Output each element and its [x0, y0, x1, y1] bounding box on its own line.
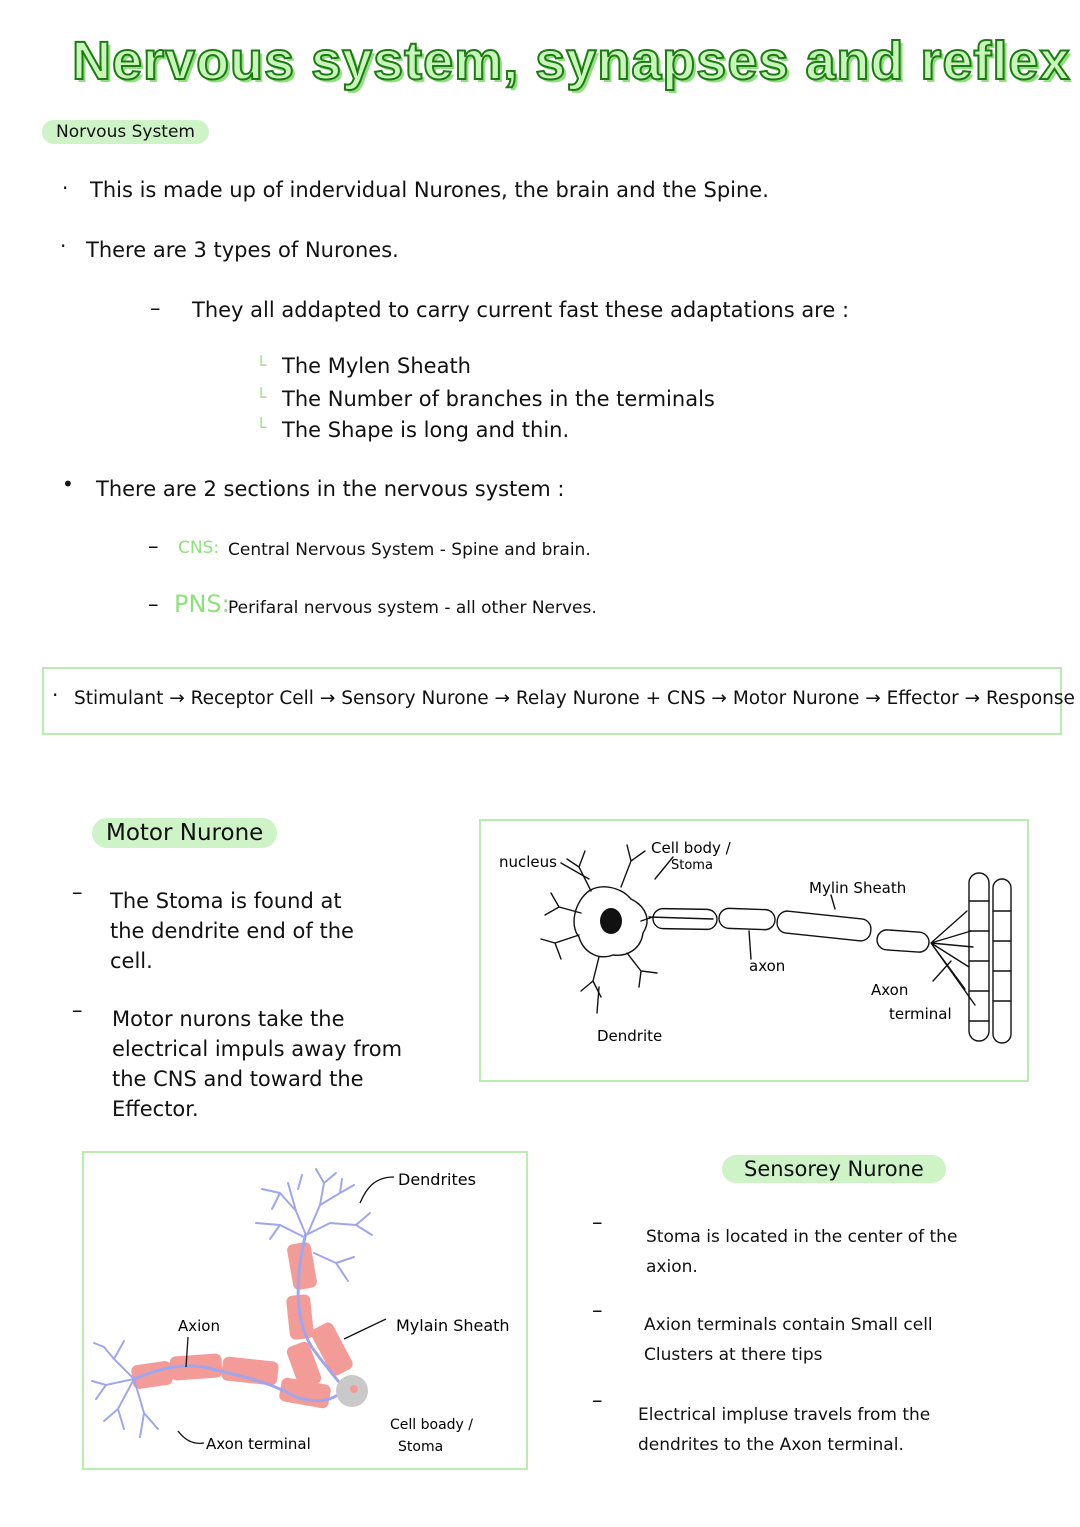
- label-axon-terminal: terminal: [889, 1005, 952, 1023]
- paragraph-sections: There are 2 sections in the nervous system :: [96, 477, 565, 501]
- muscle-fibre: [969, 873, 989, 1041]
- dendrite-branch: [621, 845, 645, 887]
- label-axion: Axion: [178, 1317, 220, 1335]
- myelin-segment: [131, 1360, 174, 1389]
- dendrite-branch: [627, 953, 657, 987]
- dash: –: [148, 534, 159, 558]
- nucleus-dot: [350, 1385, 358, 1393]
- sensory-neurone-diagram: [82, 1151, 528, 1470]
- section-heading-nervous-system: Norvous System: [42, 120, 209, 144]
- label-dendrite: Dendrite: [597, 1027, 663, 1045]
- dash: –: [150, 296, 161, 320]
- label-myelin-sheath: Mylin Sheath: [809, 879, 907, 897]
- label-cell-body: Cell boady /: [390, 1417, 473, 1433]
- bullet-dot: ·: [52, 683, 59, 707]
- myelin-segment: [719, 908, 776, 930]
- dash: –: [592, 1298, 603, 1322]
- cns-definition: Central Nervous System - Spine and brain.: [228, 540, 591, 560]
- paragraph-makeup: This is made up of indervidual Nurones, the brain and the Spine.: [90, 178, 769, 202]
- dendrite-branch: [545, 893, 581, 915]
- leader-line: [360, 1177, 394, 1203]
- pns-definition: Perifaral nervous system - all other Nerves.: [228, 598, 597, 618]
- label-axon-terminal: Axon terminal: [206, 1435, 311, 1453]
- sensory-point-2: Axion terminals contain Small cell Clusters at there tips: [644, 1315, 933, 1365]
- dash: –: [592, 1388, 603, 1412]
- pns-label: PNS:: [174, 590, 230, 618]
- sensory-neurone-drawing: [84, 1153, 526, 1468]
- label-nucleus: nucleus: [499, 853, 557, 871]
- sensory-point-1: Stoma is located in the center of the axion.: [646, 1227, 958, 1277]
- myelin-segment: [876, 929, 929, 953]
- bullet-dot: ·: [60, 234, 67, 258]
- label-cell-body: Cell body /: [651, 839, 731, 857]
- nucleus-dot: [600, 908, 622, 934]
- dash: –: [72, 998, 83, 1022]
- axon-terminal-branches: [92, 1341, 158, 1437]
- label-axon-terminal: Axon: [871, 981, 909, 999]
- label-axon: axon: [749, 957, 786, 975]
- section-heading-sensory-neurone: Sensorey Nurone: [722, 1155, 946, 1183]
- motor-point-2: Motor nurons take the electrical impuls away from the CNS and toward the Effector.: [112, 1007, 403, 1121]
- cns-label: CNS:: [178, 538, 220, 558]
- sensory-point-3: Electrical impluse travels from the dendrites to the Axon terminal.: [638, 1405, 931, 1455]
- myelin-segment: [221, 1356, 279, 1386]
- leader-line: [561, 863, 589, 879]
- paragraph-types: There are 3 types of Nurones.: [86, 238, 399, 262]
- myelin-segment: [776, 910, 872, 942]
- reflex-pathway: Stimulant → Receptor Cell → Sensory Nurone → Relay Nurone + CNS → Motor Nurone → Effector → Response: [74, 688, 1075, 709]
- label-stoma: Stoma: [398, 1439, 444, 1455]
- dendrite-branch: [541, 935, 579, 959]
- leader-line: [749, 931, 751, 959]
- dash: –: [592, 1210, 603, 1234]
- motor-neurone-diagram: [479, 819, 1029, 1082]
- bullet-dot: •: [62, 472, 74, 496]
- muscle-fibre: [993, 879, 1011, 1043]
- adaptation-item: The Shape is long and thin.: [282, 418, 570, 442]
- leader-line: [344, 1319, 386, 1339]
- label-stoma: Stoma: [671, 858, 713, 873]
- leader-line: [831, 895, 835, 909]
- motor-point-1: The Stoma is found at the dendrite end of the cell.: [110, 889, 354, 973]
- adaptation-item: The Number of branches in the terminals: [282, 387, 715, 411]
- label-dendrites: Dendrites: [398, 1170, 476, 1189]
- bullet-dot: ·: [62, 176, 69, 200]
- adaptation-item: The Mylen Sheath: [282, 354, 471, 378]
- dash: –: [72, 880, 83, 904]
- sub-bullet: └: [256, 418, 267, 438]
- dendrite-branch: [567, 851, 591, 891]
- leader-line: [178, 1431, 204, 1443]
- motor-neurone-drawing: [481, 821, 1027, 1080]
- dendrite-branch: [256, 1223, 304, 1239]
- dendrite-branch: [314, 1253, 354, 1281]
- section-heading-motor-neurone: Motor Nurone: [92, 818, 277, 848]
- reflex-pathway-box: [42, 667, 1075, 735]
- page-title: Nervous system, synapses and reflex: [72, 31, 1071, 91]
- label-myelin-sheath: Mylain Sheath: [396, 1316, 510, 1335]
- sub-bullet: └: [256, 356, 267, 376]
- leader-line: [933, 961, 951, 981]
- axon-line: [649, 917, 713, 919]
- muscle-striation: [969, 901, 1011, 1021]
- paragraph-adaptations: They all addapted to carry current fast these adaptations are :: [192, 298, 850, 322]
- dash: –: [148, 592, 159, 616]
- sub-bullet: └: [256, 388, 267, 408]
